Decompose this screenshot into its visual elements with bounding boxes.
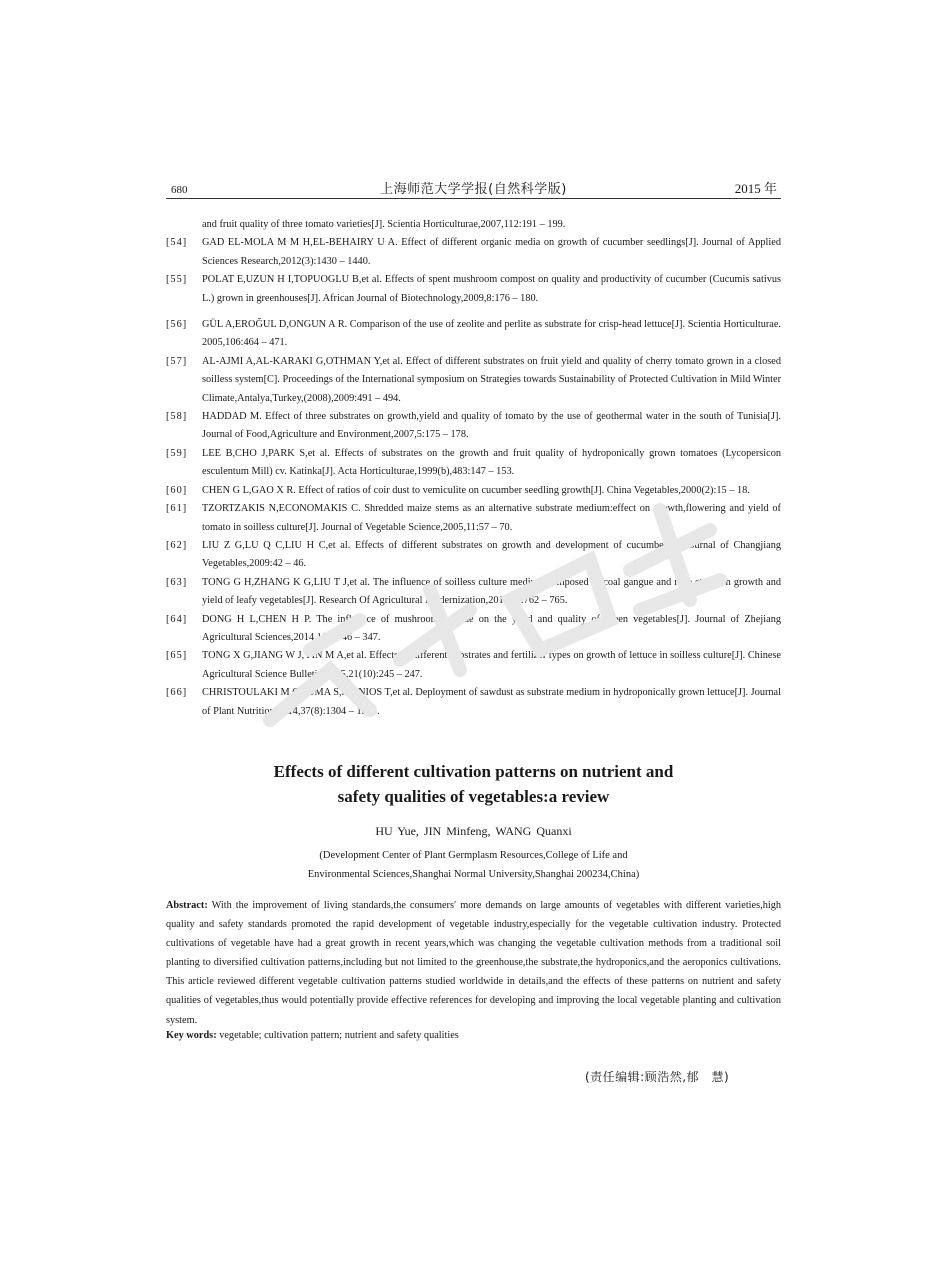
- reference-list: [166, 216, 781, 721]
- reference-number: [62]: [166, 539, 188, 551]
- reference-number: [60]: [166, 484, 188, 496]
- reference-number: [57]: [166, 355, 188, 367]
- reference-text: LIU Z G,LU Q C,LIU H C,et al. Effects of different substrates on growth and development of cucumber[J]. Journal of Changjiang Vegetables,2009:42 – 46.: [202, 539, 781, 570]
- issue-year: 2015 年: [734, 181, 777, 196]
- reference-number: [56]: [166, 319, 188, 331]
- reference-item: [166, 574, 781, 611]
- reference-item: [166, 271, 781, 308]
- author-list: HU Yue, JIN Minfeng, WANG Quanxi: [375, 824, 572, 838]
- reference-number: [55]: [166, 274, 188, 286]
- reference-item: [166, 445, 781, 482]
- editor-credit: (责任编辑:顾浩然,郁 慧): [585, 1070, 730, 1084]
- reference-item: [166, 316, 781, 353]
- abstract-label: Abstract:: [166, 900, 208, 911]
- reference-text: LEE B,CHO J,PARK S,et al. Effects of substrates on the growth and fruit quality of hydroponically grown tomatoes (Lycopersicon esculentum Mill) cv. Katinka[J]. Acta Horticulturae,1999(b),483:147 – 153.: [202, 447, 781, 478]
- reference-text: POLAT E,UZUN H I,TOPUOGLU B,et al. Effects of spent mushroom compost on quality and productivity of cucumber (Cucumis sativus L.) grown in greenhouses[J]. African Journal of Biotechnology,2009,8:176 – 180.: [202, 274, 781, 304]
- reference-text: GÜL A,EROǦUL D,ONGUN A R. Comparison of the use of zeolite and perlite as substrate for crisp-head lettuce[J]. Scientia Horticulturae. 2005,106:464 – 471.: [202, 319, 781, 349]
- reference-text: TONG G H,ZHANG K G,LIU T J,et al. The influence of soilless culture medium composed of coal gangue and rape straw on growth and yield of leafy vegetables[J]. Research Of Agricultural Modernization,2012(6):762 – 765.: [202, 576, 781, 607]
- english-title-line-1: Effects of different cultivation patterns on nutrient and: [273, 762, 674, 781]
- reference-number: [59]: [166, 447, 188, 459]
- keywords-label: Key words:: [166, 1030, 217, 1041]
- reference-item: [166, 611, 781, 648]
- keywords: [166, 1030, 781, 1041]
- english-title-line-2: safety qualities of vegetables:a review: [337, 787, 610, 806]
- reference-text: GAD EL-MOLA M M H,EL-BEHAIRY U A. Effect of different organic media on growth of cucumber seedlings[J]. Journal of Applied Sciences Research,2012(3):1430 – 1440.: [202, 237, 781, 267]
- reference-item: [166, 353, 781, 408]
- affiliation: [166, 846, 781, 884]
- page-number: 680: [171, 184, 188, 196]
- english-title: [166, 759, 781, 809]
- journal-name: 上海师范大学学报(自然科学版): [380, 182, 567, 197]
- affiliation-line-1: (Development Center of Plant Germplasm Resources,College of Life and: [319, 850, 628, 861]
- reference-item: [166, 234, 781, 271]
- reference-number: [58]: [166, 411, 188, 423]
- reference-item: [166, 408, 781, 445]
- abstract: [166, 896, 781, 1030]
- reference-continuation: and fruit quality of three tomato varieties[J]. Scientia Horticulturae,2007,112:191 – 199.: [202, 219, 566, 230]
- reference-text: TONG X G,JIANG W J,YIN M A,et al. Effects of different substrates and fertilizer types on growth of lettuce in soilless culture[J]. Chinese Agricultural Science Bulletin,2005,21(10):245 – 247.: [202, 650, 781, 680]
- reference-item: [166, 684, 781, 721]
- reference-number: [64]: [166, 613, 188, 625]
- affiliation-line-2: Environmental Sciences,Shanghai Normal University,Shanghai 200234,China): [307, 869, 640, 880]
- reference-text: HADDAD M. Effect of three substrates on growth,yield and quality of tomato by the use of geothermal water in the south of Tunisia[J]. Journal of Food,Agriculture and Environment,2007,5:175 – 178.: [202, 411, 781, 441]
- reference-item: [166, 537, 781, 574]
- reference-number: [61]: [166, 503, 188, 515]
- reference-number: [66]: [166, 687, 188, 699]
- reference-item: [166, 647, 781, 684]
- keywords-text: vegetable; cultivation pattern; nutrient and safety qualities: [219, 1030, 459, 1041]
- reference-number: [63]: [166, 576, 188, 588]
- abstract-text: With the improvement of living standards,the consumers′ more demands on large amounts of vegetables with different varieties,high quality and safety standards promoted the rapid development of vegetable industry,especially for the vegetable cultivation industry. Protected cultivations of vegetable have had a great growth in recent years,which was changing the vegetable cultivation methods from a traditional soil planting to diversified cultivation patterns,including but not limited to the greenhouse,the substrate,the hydroponics,and the aeroponics cultivations. This article reviewed different vegetable cultivation patterns studied worldwide in details,and the effects of these patterns on nutrient and safety qualities of vegetables,thus would potentially provide effective references for developing and improving the local vegetable planting and cultivation system.: [166, 900, 782, 1026]
- reference-number: [65]: [166, 650, 188, 662]
- reference-text: DONG H L,CHEN H P. The influence of mushroom residue on the yield and quality of green vegetables[J]. Journal of Zhejiang Agricultural Sciences,2014,1(3):346 – 347.: [202, 613, 781, 643]
- reference-item: [166, 482, 781, 500]
- reference-text: AL-AJMI A,AL-KARAKI G,OTHMAN Y,et al. Effect of different substrates on fruit yield and quality of cherry tomato grown in a closed soilless system[C]. Proceedings of the International symposium on Strategies towards Sustainability of Protected Cultivation in Mild Winter Climate,Antalya,Turkey,(2008),2009:491 – 494.: [202, 355, 781, 404]
- reference-text: CHEN G L,GAO X R. Effect of ratios of coir dust to vemiculite on cucumber seedling growth[J]. China Vegetables,2000(2):15 – 18.: [202, 484, 750, 496]
- reference-item: [166, 500, 781, 537]
- reference-text: TZORTZAKIS N,ECONOMAKIS C. Shredded maize stems as an alternative substrate medium:effect on growth,flowering and yield of tomato in soilless culture[J]. Journal of Vegetable Science,2005,11:57 – 70.: [202, 503, 781, 533]
- reference-text: CHRISTOULAKI M,GOUMA S,MANIOS T,et al. Deployment of sawdust as substrate medium in hydroponically grown lettuce[J]. Journal of Plant Nutrition,2014,37(8):1304 – 1315.: [202, 687, 781, 717]
- reference-number: [54]: [166, 237, 188, 249]
- running-header: [166, 176, 781, 199]
